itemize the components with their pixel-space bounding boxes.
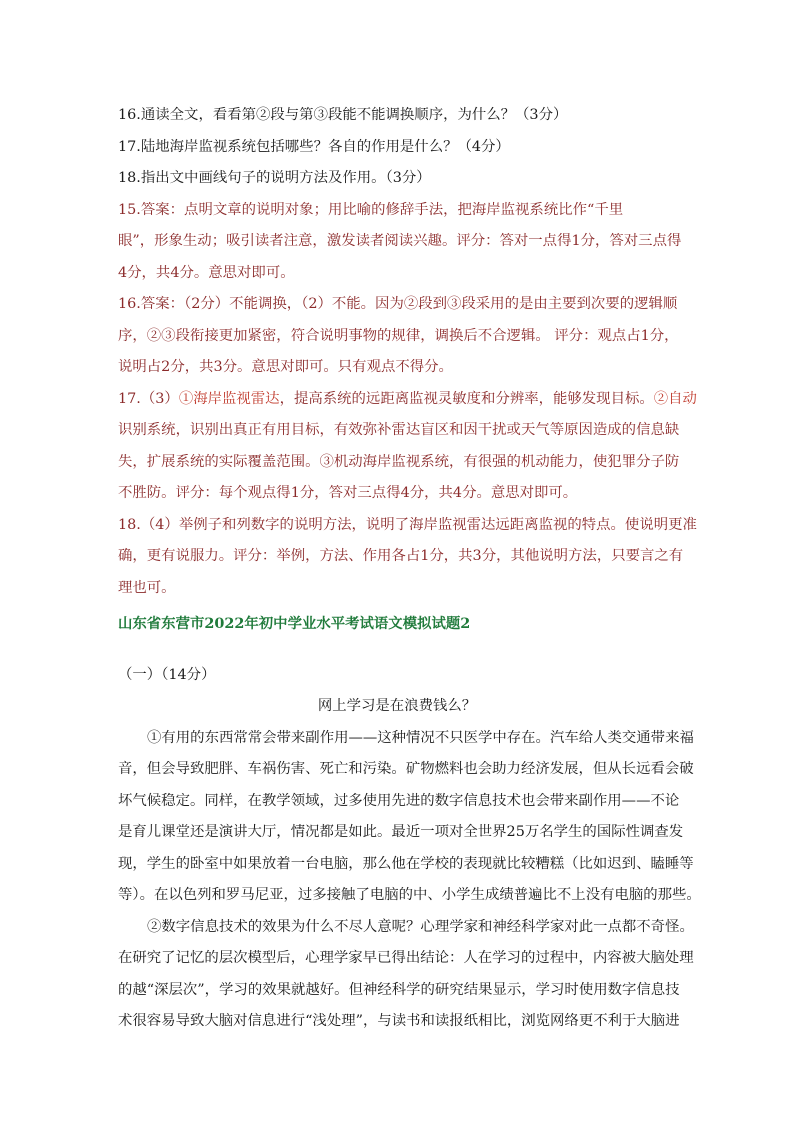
- paragraph-line: ②数字信息技术的效果为什么不尽人意呢？心理学家和神经科学家对此一点都不奇怪。: [147, 918, 694, 935]
- paragraph-line: 术很容易导致大脑对信息进行“浅处理”，与读书和读报纸相比，浏览网络更不利于大脑进: [118, 1013, 680, 1029]
- answer-16-line: 说明占2分，共3分。意思对即可。只有观点不得分。: [118, 359, 453, 375]
- answer-17-line: 失，扩展系统的实际覆盖范围。③机动海岸监视系统，有很强的机动能力，使犯罪分子防: [118, 453, 680, 470]
- paragraph-line: 等）。在以色列和罗马尼亚，过多接触了电脑的中、小学生成绩普遍比不上没有电脑的那些。: [118, 887, 701, 903]
- answer-15-line: 4分，共4分。意思对即可。: [118, 264, 295, 281]
- answer-15: [118, 195, 682, 290]
- section-label: （一）（14分）: [118, 666, 216, 683]
- answer-17-line: 识别系统，识别出真正有用目标，有效弥补雷达盲区和因干扰或天气等原因造成的信息缺: [118, 422, 680, 438]
- paragraph-line: 是育儿课堂还是演讲大厅，情况都是如此。最近一项对全世界25万名学生的国际性调查发: [118, 824, 684, 840]
- answer-15-line: 眼”，形象生动；吸引读者注意，激发读者阅读兴趣。评分：答对一点得1分，答对三点得: [118, 233, 682, 249]
- answer-18-line: 确，更有说服力。评分：举例，方法、作用各占1分，共3分，其他说明方法，只要言之有: [118, 548, 684, 564]
- answer-17-first-line: [118, 384, 697, 416]
- paragraph-1: [118, 723, 701, 912]
- answer-16-line: 序，②③段衔接更加紧密，符合说明事物的规律，调换后不合逻辑。 评分：观点占1分，: [118, 327, 679, 344]
- answer-15-line: 15.答案：点明文章的说明对象；用比喻的修辞手法，把海岸监视系统比作“千里: [118, 201, 624, 218]
- question-16: 16.通读全文，看看第②段与第③段能不能调换顺序，为什么？（3分）: [118, 107, 568, 123]
- question-18: 18.指出文中画线句子的说明方法及作用。（3分）: [118, 170, 431, 186]
- paragraph-line: 音，但会导致肥胖、车祸伤害、死亡和污染。矿物燃料也会助力经济发展，但从长远看会破: [118, 761, 694, 777]
- answer-17-mid: ，提高系统的远距离监视灵敏度和分辨率，能够发现目标。: [279, 390, 654, 407]
- answer-18-line: 理也可。: [118, 579, 176, 596]
- answer-18-line: 18.（4）举例子和列数字的说明方法，说明了海岸监视雷达远距离监视的特点。使说明更准: [118, 516, 697, 533]
- answer-16-line: 16.答案：（2分）不能调换，（2）不能。因为②段到③段采用的是由主要到次要的逻辑顺: [118, 296, 678, 312]
- paragraph-line: 现，学生的卧室中如果放着一台电脑，那么他在学校的表现就比较糟糕（比如迟到、瞌睡等: [118, 855, 694, 872]
- answer-17-prefix: 17.（3）: [118, 390, 179, 407]
- answer-17: [118, 384, 697, 510]
- paragraph-2: [118, 912, 694, 1038]
- question-17: 17.陆地海岸监视系统包括哪些？各自的作用是什么？（4分）: [118, 138, 510, 155]
- answer-17-point-2: ②自动: [653, 390, 697, 407]
- paragraph-line: 的越“深层次”，学习的效果就越好。但神经科学的研究结果显示，学习时使用数字信息技: [118, 981, 680, 998]
- paragraph-line: 在研究了记忆的层次模型后，心理学家早已得出结论：人在学习的过程中，内容被大脑处理: [118, 950, 694, 966]
- exam-heading: 山东省东营市2022年初中学业水平考试语文模拟试题2: [118, 615, 471, 632]
- answer-17-line: 不胜防。评分：每个观点得1分，答对三点得4分，共4分。意思对即可。: [118, 485, 578, 501]
- paragraph-line: 坏气候稳定。同样，在教学领域，过多使用先进的数字信息技术也会带来副作用——不论: [118, 792, 680, 809]
- answer-16: [118, 289, 679, 384]
- answer-18: [118, 510, 697, 605]
- paragraph-line: ①有用的东西常常会带来副作用——这种情况不只医学中存在。汽车给人类交通带来福: [147, 729, 694, 746]
- answer-17-point-1: ①海岸监视雷达: [178, 390, 280, 407]
- passage-title: 网上学习是在浪费钱么？: [317, 698, 477, 714]
